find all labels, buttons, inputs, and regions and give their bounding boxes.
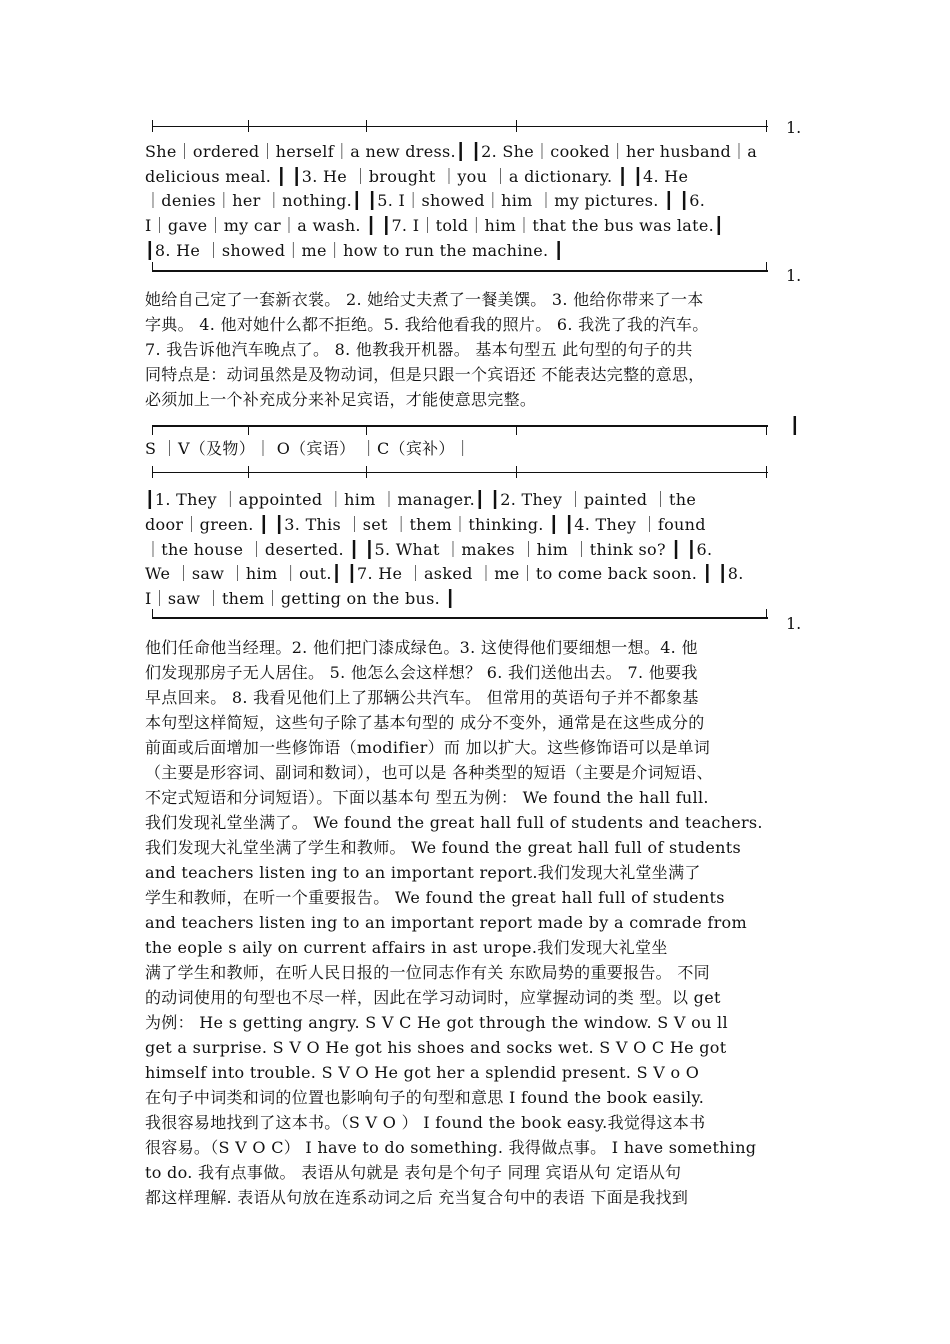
table-rule	[152, 617, 768, 619]
text-line: 的动词使用的句型也不尽一样，因此在学习动词时，应掌握动词的类 型。以 get	[145, 988, 721, 1007]
table-tick	[152, 262, 153, 272]
text-line: 都这样理解. 表语从句放在连系动词之后 充当复合句中的表语 下面是我找到	[145, 1188, 689, 1207]
table-tick	[366, 120, 367, 132]
text-line: 为例： He s getting angry. S V C He got through the window. S V ou ll	[145, 1013, 728, 1032]
table-tick	[366, 466, 367, 478]
table-tick	[516, 120, 517, 132]
text-line: 她给自己定了一套新衣裳。 2. 她给丈夫煮了一餐美馔。 3. 他给你带来了一本	[145, 290, 704, 309]
table-tick	[152, 466, 153, 478]
table-tick	[248, 120, 249, 132]
text-line: door｜green. ┃ ┃3. This ｜set ｜them｜thinking. ┃ ┃4. They ｜found	[145, 515, 706, 534]
table-rule	[152, 126, 768, 127]
table-tick	[152, 425, 153, 435]
text-line: 必须加上一个补充成分来补足宾语，才能使意思完整。	[145, 390, 537, 409]
text-line: 早点回来。 8. 我看见他们上了那辆公共汽车。 但常用的英语句子并不都象基	[145, 688, 699, 707]
text-line: and teachers listen ing to an important report made by a comrade from	[145, 913, 747, 932]
text-line: 前面或后面增加一些修饰语（modifier）而 加以扩大。这些修饰语可以是单词	[145, 738, 711, 757]
table-rule	[152, 425, 768, 427]
text-line: get a surprise. S V O He got his shoes and socks wet. S V O C He got	[145, 1038, 727, 1057]
text-line: （主要是形容词、副词和数词），也可以是 各种类型的短语（主要是介词短语、	[145, 763, 713, 782]
table-tick	[516, 425, 517, 435]
table-rule	[152, 270, 768, 272]
text-line: 满了学生和教师，在听人民日报的一位同志作有关 东欧局势的重要报告。 不同	[145, 963, 710, 982]
table-tick	[366, 425, 367, 435]
table-tick	[248, 425, 249, 435]
text-line: 我很容易地找到了这本书。（S V O ） I found the book easy.我觉得这本书	[145, 1113, 706, 1132]
table-marker: ┃	[790, 416, 800, 435]
text-line: 本句型这样简短，这些句子除了基本句型的 成分不变外，通常是在这些成分的	[145, 713, 705, 732]
text-line: I｜saw ｜them｜getting on the bus. ┃	[145, 589, 456, 608]
table-tick	[766, 262, 767, 272]
text-line: 不定式短语和分词短语）。下面以基本句 型五为例： We found the hall full.	[145, 788, 709, 807]
text-line: 很容易。（S V O C） I have to do something. 我得做点事。 I have something	[145, 1138, 757, 1157]
text-line: delicious meal. ┃ ┃3. He ｜brought ｜you ｜a dictionary. ┃ ┃4. He	[145, 167, 689, 186]
list-marker: 1.	[786, 266, 802, 285]
text-line: himself into trouble. S V O He got her a splendid present. S V o O	[145, 1063, 700, 1082]
text-line: 同特点是：动词虽然是及物动词，但是只跟一个宾语还 不能表达完整的意思，	[145, 365, 705, 384]
list-marker: 1.	[786, 118, 802, 137]
text-line: ┃8. He ｜showed｜me｜how to run the machine. ┃	[145, 241, 564, 260]
table-tick	[766, 609, 767, 619]
text-line: 们发现那房子无人居住。 5. 他怎么会这样想？ 6. 我们送他出去。 7. 他要我	[145, 663, 698, 682]
table-tick	[152, 609, 153, 619]
text-line: I｜gave｜my car｜a wash. ┃ ┃7. I｜told｜him｜that the bus was late.┃	[145, 216, 724, 235]
text-line: ┃1. They ｜appointed ｜him ｜manager.┃ ┃2. They ｜painted ｜the	[145, 490, 697, 509]
text-line: We ｜saw ｜him ｜out.┃ ┃7. He ｜asked ｜me｜to come back soon. ┃ ┃8.	[145, 564, 744, 583]
text-line: 7. 我告诉他汽车晚点了。 8. 他教我开机器。 基本句型五 此句型的句子的共	[145, 340, 693, 359]
table-tick	[516, 466, 517, 478]
text-line: ｜the house ｜deserted. ┃ ┃5. What ｜makes ｜him ｜think so? ┃ ┃6.	[145, 540, 713, 559]
text-line: 他们任命他当经理。2. 他们把门漆成绿色。3. 这使得他们要细想一想。4. 他	[145, 638, 698, 657]
table-tick	[766, 466, 767, 478]
text-line: 我们发现大礼堂坐满了学生和教师。 We found the great hall full of students	[145, 838, 742, 857]
list-marker: 1.	[786, 614, 802, 633]
text-line: and teachers listen ing to an important report.我们发现大礼堂坐满了	[145, 863, 701, 882]
table-tick	[766, 120, 767, 132]
text-line: the eople s aily on current affairs in ast urope.我们发现大礼堂坐	[145, 938, 668, 957]
text-line: 字典。 4. 他对她什么都不拒绝。5. 我给他看我的照片。 6. 我洗了我的汽车。	[145, 315, 709, 334]
text-line: to do. 我有点事做。 表语从句就是 表句是个句子 同理 宾语从句 定语从句	[145, 1163, 682, 1182]
text-line: She｜ordered｜herself｜a new dress.┃ ┃2. She｜cooked｜her husband｜a	[145, 142, 758, 161]
table-rule	[152, 472, 768, 473]
text-line: ｜denies｜her ｜nothing.┃ ┃5. I｜showed｜him ｜my pictures. ┃ ┃6.	[145, 191, 706, 210]
text-line: S ｜V（及物）｜ O（宾语） ｜C（宾补）｜	[145, 439, 472, 458]
text-line: 我们发现礼堂坐满了。 We found the great hall full of students and teachers.	[145, 813, 763, 832]
table-tick	[766, 425, 767, 435]
table-tick	[248, 466, 249, 478]
text-line: 在句子中词类和词的位置也影响句子的句型和意思 I found the book easily.	[145, 1088, 705, 1107]
text-line: 学生和教师，在听一个重要报告。 We found the great hall full of students	[145, 888, 725, 907]
table-tick	[152, 120, 153, 132]
